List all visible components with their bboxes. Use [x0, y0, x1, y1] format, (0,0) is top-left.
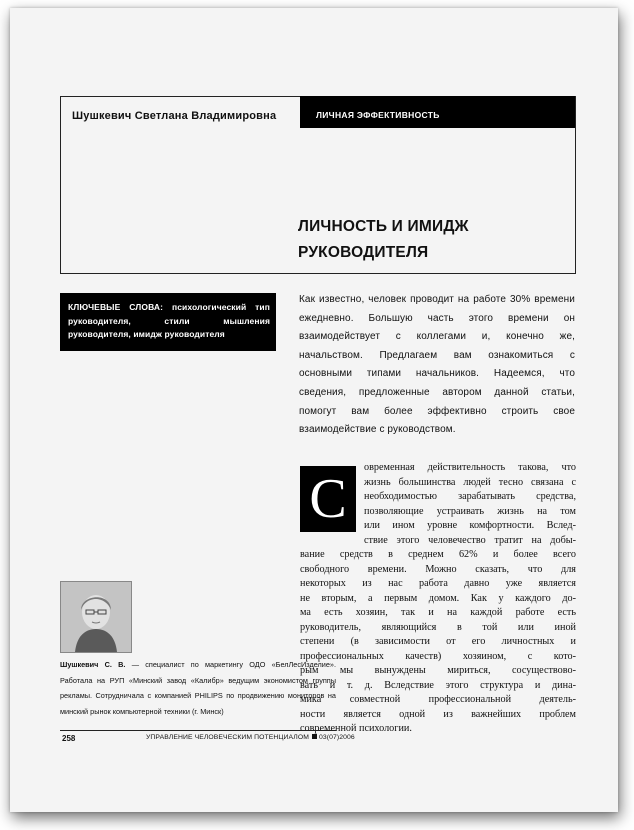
body-text-line: или ином уровне комфортности. Вслед-: [364, 520, 576, 531]
article-title: [298, 214, 558, 266]
drop-cap: С: [300, 466, 356, 532]
keywords-box: [60, 293, 276, 351]
body-text-line: ма есть хозяин, так и на каждой работе есть: [300, 607, 576, 618]
rubric-banner: ЛИЧНАЯ ЭФФЕКТИВНОСТЬ: [300, 96, 575, 128]
body-text-line: мика совместной профессиональной деятель-: [300, 694, 576, 705]
body-text-line: жизнь большинства людей тесно связана с: [364, 476, 576, 488]
bio-name: Шушкевич С. В.: [60, 660, 126, 669]
body-text-line: свободного времени. Можно сказать, что для: [300, 563, 576, 575]
footer-rule: [60, 730, 336, 731]
author-name: Шушкевич Светлана Владимировна: [72, 110, 277, 122]
author-photo: [60, 581, 132, 653]
body-text: [300, 461, 576, 737]
body-text-line: ности является одной из важнейших проблем: [300, 708, 576, 720]
journal-issue: 03(07)2006: [319, 734, 355, 741]
portrait-image: [61, 582, 131, 652]
body-text-line: позволяющие устраивать жизнь на том: [364, 505, 576, 517]
body-text-line: необходимостью зарабатывать средства,: [364, 491, 576, 502]
body-text-line: степени (в зависимости от его личностных и: [300, 636, 576, 647]
body-text-line: руководитель, являющийся в той или иной: [300, 621, 576, 633]
body-text-line: профессиональных качеств) хозяином, с кото-: [300, 650, 576, 662]
body-text-line: современной психологии.: [300, 723, 412, 734]
body-text-line: вание средств в среднем 62% и более всего: [300, 549, 576, 560]
lead-paragraph: Как известно, человек проводит на работе 30% времени ежедневно. Большую часть этого времени он взаимодействует с коллегами и, конечно же, начальством. Предлагаем вам ознакомиться с основными типами начальников. Надеемся, что сведения, предложенные автором данной статьи, помогут вам более эффективно строить свое взаимодействие с руководством.: [299, 294, 575, 436]
body-text-line: вать и т. д. Вследствие этого структура и дина-: [300, 679, 576, 691]
page-number: 258: [62, 734, 76, 743]
keywords-label: КЛЮЧЕВЫЕ СЛОВА:: [68, 302, 164, 312]
article-title-line-1: ЛИЧНОСТЬ И ИМИДЖ: [298, 218, 469, 235]
body-text-line: ствие этого человечество тратит на добы-: [364, 534, 576, 546]
bio-text: — специалист по маркетингу ОДО «БелЛесИзделие». Работала на РУП «Минский завод «Калибр» ведущим экономистом группы рекламы. Сотрудничала с компанией PHILIPS по продвижению мониторов на минский рынок компьютерной техники (г. Минск): [60, 660, 336, 716]
square-bullet-icon: [312, 734, 317, 739]
body-text-line: не вторым, а первым домом. Как у каждого до-: [300, 592, 576, 604]
author-bio: [60, 657, 336, 719]
keywords-text: психологический тип руководителя, стили мышления руководителя, имидж руководителя: [68, 302, 270, 339]
journal-footer: [146, 734, 355, 741]
body-text-line: рым мы вынуждены мириться, сосуществово-: [300, 665, 576, 676]
magazine-page: [10, 8, 618, 812]
body-text-line: некоторых из нас работа давно уже является: [300, 578, 576, 589]
journal-title: УПРАВЛЕНИЕ ЧЕЛОВЕЧЕСКИМ ПОТЕНЦИАЛОМ: [146, 734, 309, 741]
article-title-line-2: РУКОВОДИТЕЛЯ: [298, 244, 429, 261]
body-text-line: овременная действительность такова, что: [364, 462, 576, 473]
